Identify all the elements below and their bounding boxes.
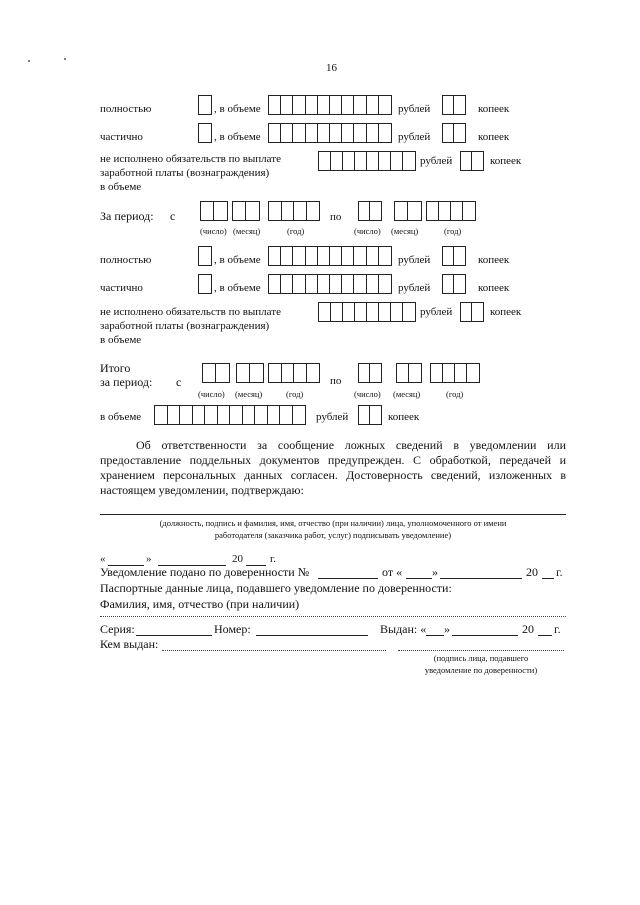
power-of-attorney-year-prefix: 20 [526,565,538,579]
kopecks-label: копеек [490,306,522,318]
in-amount-label: , в объеме [214,131,261,143]
series-field[interactable] [136,635,212,636]
amount-rubles-input[interactable] [268,123,392,143]
amount-rubles-input[interactable] [268,274,392,294]
rubles-label: рублей [398,103,431,115]
issued-year-field[interactable] [538,635,552,636]
amount-kopecks-input[interactable] [442,95,466,115]
year-caption: (год) [286,389,304,399]
month-caption: (месяц) [393,389,421,399]
not-fulfilled-label: заработной платы (вознаграждения) [100,320,270,332]
page-number: 16 [326,62,337,74]
rubles-label: рублей [398,254,431,266]
for-period-label: За период: [100,209,154,223]
representative-signature-caption: уведомление по доверенности) [424,665,538,675]
total-rubles-input[interactable] [154,405,306,425]
rubles-label: рублей [420,155,453,167]
issued-by-label: Кем выдан: [100,637,159,651]
unpaid-kopecks-input[interactable] [460,151,484,171]
rubles-label: рублей [398,131,431,143]
kopecks-label: копеек [478,282,510,294]
fully-checkbox[interactable] [198,246,212,266]
fully-label: полностью [100,103,152,115]
in-amount-label: , в объеме [214,254,261,266]
amount-rubles-input[interactable] [268,95,392,115]
power-of-attorney-month-field[interactable] [440,578,522,579]
power-of-attorney-from-label: от « [382,565,403,579]
partially-label: частично [100,282,143,294]
period-to-month-input[interactable] [394,201,422,221]
not-fulfilled-label: не исполнено обязательств по выплате [100,153,281,165]
period-to-day-input[interactable] [358,201,382,221]
total-period-label: за период: [100,375,153,389]
scan-speck [28,60,30,62]
partially-checkbox[interactable] [198,123,212,143]
issued-close-quote: » [444,622,450,636]
fully-label: полностью [100,254,152,266]
signature-line[interactable] [100,514,566,515]
day-caption: (число) [200,226,227,236]
period-to-year-input[interactable] [426,201,476,221]
from-label: с [170,209,176,223]
amount-kopecks-input[interactable] [442,246,466,266]
representative-signature-field[interactable] [398,650,564,651]
total-from-day-input[interactable] [202,363,230,383]
power-of-attorney-close-quote: » [432,565,438,579]
unpaid-rubles-input[interactable] [318,302,416,322]
power-of-attorney-day-field[interactable] [406,578,432,579]
total-from-month-input[interactable] [236,363,264,383]
in-amount-label: , в объеме [214,282,261,294]
declaration-text: Об ответственности за сообщение ложных сведений в уведомлении или предоставление поддельных документов предупрежден. С обработкой, передачей и хранением персональных данных согласен. Достоверность сведений, изложенных в настоящем уведомлении, подтверждаю: [100,438,566,497]
number-label: Номер: [214,622,251,636]
year-caption: (год) [444,226,462,236]
total-to-day-input[interactable] [358,363,382,383]
power-of-attorney-label: Уведомление подано по доверенности № [100,565,310,579]
unpaid-kopecks-input[interactable] [460,302,484,322]
day-caption: (число) [354,226,381,236]
rubles-label: рублей [398,282,431,294]
year-caption: (год) [287,226,305,236]
total-kopecks-input[interactable] [358,405,382,425]
issued-day-field[interactable] [426,635,444,636]
amount-kopecks-input[interactable] [442,274,466,294]
signature-caption: работодателя (заказчика работ, услуг) подписывать уведомление) [214,530,452,540]
not-fulfilled-label: в объеме [100,181,142,193]
year-caption: (год) [446,389,464,399]
fio-field[interactable] [100,616,566,617]
number-field[interactable] [256,635,368,636]
amount-kopecks-input[interactable] [442,123,466,143]
issued-year-prefix: 20 [522,622,534,636]
date-close-quote: » [146,553,152,565]
unpaid-rubles-input[interactable] [318,151,416,171]
scan-speck [64,58,66,60]
not-fulfilled-label: заработной платы (вознаграждения) [100,167,270,179]
month-caption: (месяц) [233,226,261,236]
passport-heading: Паспортные данные лица, подавшего уведомление по доверенности: [100,581,452,595]
to-label: по [330,211,342,223]
month-caption: (месяц) [235,389,263,399]
fio-label: Фамилия, имя, отчество (при наличии) [100,597,300,611]
day-caption: (число) [354,389,381,399]
to-label: по [330,375,342,387]
partially-label: частично [100,131,143,143]
kopecks-label: копеек [478,103,510,115]
period-from-year-input[interactable] [268,201,320,221]
rubles-label: рублей [420,306,453,318]
month-caption: (месяц) [391,226,419,236]
date-year-suffix: г. [270,553,277,565]
in-amount-label: , в объеме [214,103,261,115]
power-of-attorney-year-suffix: г. [556,565,563,579]
rubles-label: рублей [316,411,349,423]
in-amount-label: в объеме [100,411,142,423]
representative-signature-caption: (подпись лица, подавшего [433,653,529,663]
kopecks-label: копеек [490,155,522,167]
amount-rubles-input[interactable] [268,246,392,266]
period-from-day-input[interactable] [200,201,228,221]
series-label: Серия: [100,622,135,636]
power-of-attorney-year-field[interactable] [542,578,554,579]
date-open-quote: « [100,553,106,565]
issued-year-suffix: г. [554,622,561,636]
total-from-year-input[interactable] [268,363,320,383]
kopecks-label: копеек [388,411,420,423]
total-to-year-input[interactable] [430,363,480,383]
power-of-attorney-number-field[interactable] [318,578,378,579]
issued-month-field[interactable] [452,635,518,636]
total-label: Итого [100,361,131,375]
period-from-month-input[interactable] [232,201,260,221]
from-label: с [176,375,182,389]
date-year-prefix: 20 [232,553,243,565]
day-caption: (число) [198,389,225,399]
total-to-month-input[interactable] [396,363,422,383]
issued-label: Выдан: « [380,622,427,636]
signature-caption: (должность, подпись и фамилия, имя, отчество (при наличии) лица, уполномоченного от имени [159,518,507,528]
kopecks-label: копеек [478,131,510,143]
issued-by-field[interactable] [162,650,386,651]
kopecks-label: копеек [478,254,510,266]
partially-checkbox[interactable] [198,274,212,294]
not-fulfilled-label: в объеме [100,334,142,346]
not-fulfilled-label: не исполнено обязательств по выплате [100,306,281,318]
fully-checkbox[interactable] [198,95,212,115]
